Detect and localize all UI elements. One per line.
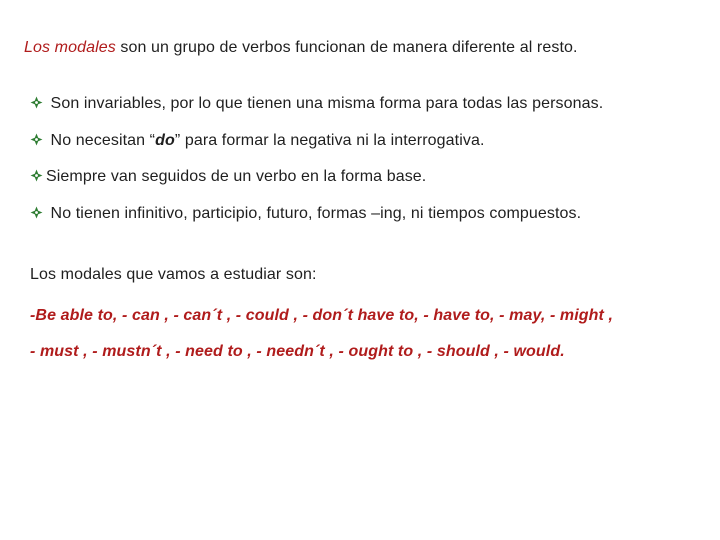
diamond-bullet-icon — [30, 206, 43, 219]
bullet-text-2-emphasis: do — [155, 132, 175, 149]
diamond-bullet-icon — [30, 133, 43, 146]
intro-term: Los modales — [24, 39, 116, 56]
bullet-text-2-before: No necesitan “ — [46, 132, 156, 149]
bullet-item-3 — [30, 167, 426, 187]
modals-list-line-1: -Be able to, - can , - can´t , - could , - don´t have to, - have to, - may, - might , — [30, 307, 614, 324]
bullet-text-2-after: ” para formar la negativa ni la interrogativa. — [174, 132, 485, 149]
bullet-item-2 — [30, 131, 485, 151]
modals-list-heading: Los modales que vamos a estudiar son: — [30, 266, 317, 283]
bullet-text-3: Siempre van seguidos de un verbo en la forma base. — [46, 168, 427, 185]
diamond-bullet-icon — [30, 96, 43, 109]
bullet-text-4: No tienen infinitivo, participio, futuro, formas –ing, ni tiempos compuestos. — [46, 205, 582, 222]
bullet-item-1 — [30, 94, 603, 114]
intro-sentence — [24, 38, 578, 58]
diamond-bullet-icon — [30, 169, 43, 182]
modals-list-line-2: - must , - mustn´t , - need to , - needn´t , - ought to , - should , - would. — [30, 343, 565, 360]
bullet-item-4 — [30, 204, 581, 224]
bullet-text-1: Son invariables, por lo que tienen una misma forma para todas las personas. — [46, 95, 604, 112]
intro-rest: son un grupo de verbos funcionan de manera diferente al resto. — [115, 39, 578, 56]
